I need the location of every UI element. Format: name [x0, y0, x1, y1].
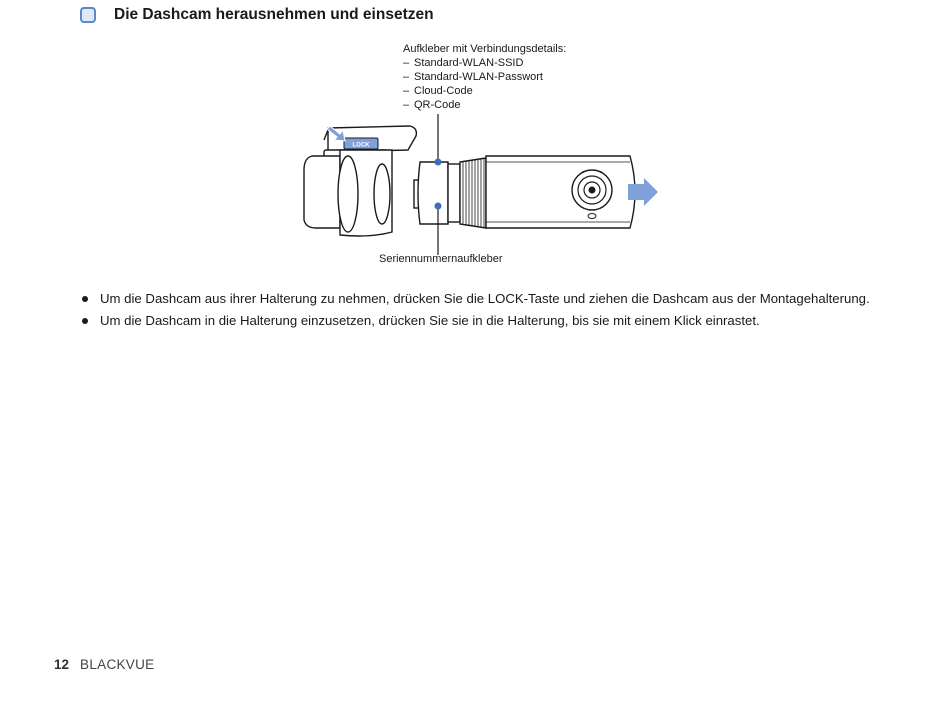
callout-dot-top — [435, 159, 442, 166]
callout-dot-bottom — [435, 203, 442, 210]
page-number: 12 — [54, 657, 70, 672]
instruction-item: Um die Dashcam aus ihrer Halterung zu nehmen, drücken Sie die LOCK-Taste und ziehen die Dashcam aus der Montagehalterung. — [80, 288, 920, 310]
callout-title: Aufkleber mit Verbindungsdetails: — [403, 43, 567, 55]
section-title: Die Dashcam herausnehmen und einsetzen — [114, 6, 434, 23]
page-footer — [54, 657, 154, 672]
serial-number-callout: Seriennummernaufkleber — [379, 253, 503, 265]
lock-label: LOCK — [352, 142, 370, 149]
brand-name: BLACKVUE — [80, 657, 155, 672]
callout-item: – Standard-WLAN-SSID — [403, 56, 566, 70]
callout-item: – Cloud-Code — [403, 84, 566, 98]
instruction-list — [80, 288, 920, 332]
callout-item: – Standard-WLAN-Passwort — [403, 70, 566, 84]
callout-list — [403, 56, 566, 112]
callout-item: – QR-Code — [403, 98, 566, 112]
connection-details-callout — [403, 42, 566, 112]
instruction-item: Um die Dashcam in die Halterung einzusetzen, drücken Sie sie in die Halterung, bis sie mit einem Klick einrastet. — [80, 310, 920, 332]
dashcam-illustration — [300, 110, 670, 255]
section-header — [80, 4, 434, 26]
checkbox-icon — [80, 7, 96, 23]
